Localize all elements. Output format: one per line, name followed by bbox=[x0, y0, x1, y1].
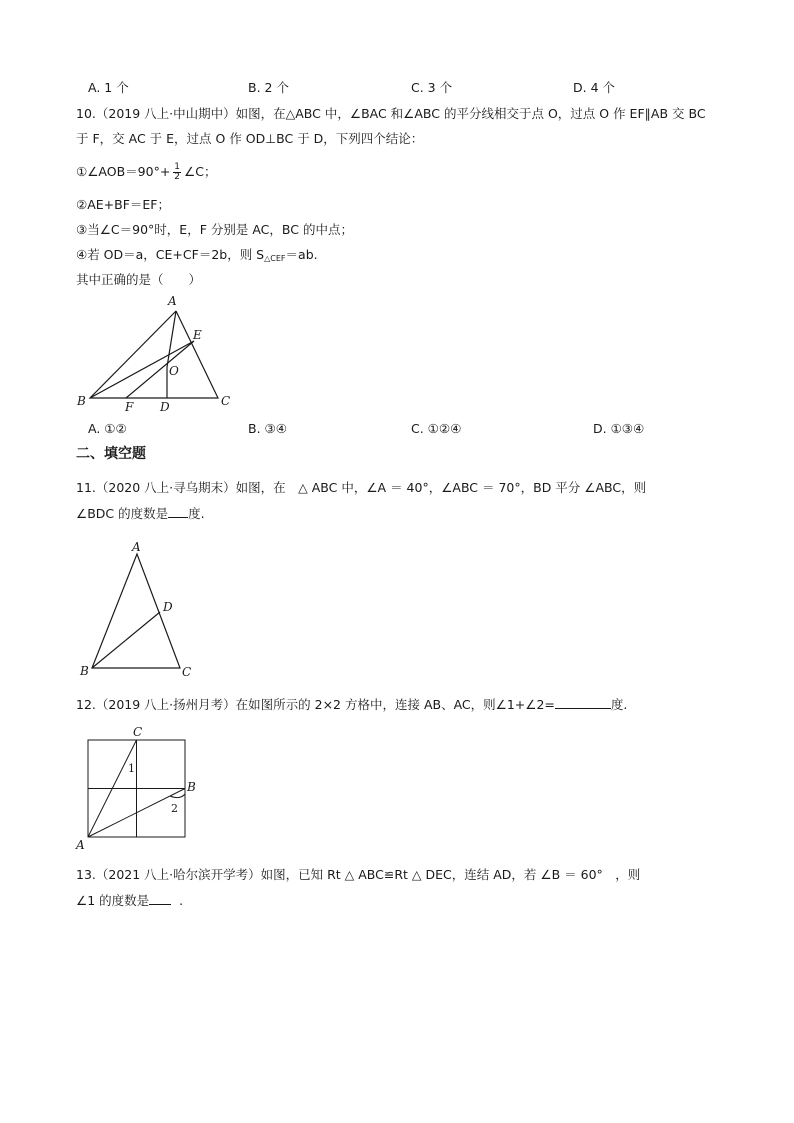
q10-label-e: E bbox=[193, 328, 202, 342]
q13-answer-blank[interactable] bbox=[149, 892, 171, 905]
q10-question-prompt: 其中正确的是（ ） bbox=[76, 272, 202, 287]
q10-label-o: O bbox=[169, 364, 179, 378]
q10-statement-2: ②AE+BF＝EF； bbox=[76, 197, 170, 212]
q11-label-b: B bbox=[80, 664, 89, 678]
section-heading-fill-in: 二、填空题 bbox=[76, 446, 146, 462]
q10-statement-4: ④若 OD＝a，CE+CF＝2b，则 $S_{\triangle CEF}=ab$. bbox=[76, 247, 318, 263]
q13-stem-line2: ∠1 的度数是 . bbox=[76, 893, 184, 908]
q9-option-c: C. 3 个 bbox=[411, 80, 453, 95]
q10-option-a: A. ①② bbox=[88, 421, 127, 436]
q10-stem-line1: 10.（2019 八上·中山期中）如图，在△ABC 中，∠BAC 和∠ABC 的平分线相交于点 O，过点 O 作 EF∥AB 交 BC bbox=[76, 106, 706, 121]
q11-label-a: A bbox=[132, 540, 141, 554]
q9-option-b: B. 2 个 bbox=[248, 80, 289, 95]
q12-angle-2-label: 2 bbox=[171, 802, 178, 815]
q11-label-c: C bbox=[182, 665, 192, 679]
q10-option-b: B. ③④ bbox=[248, 421, 287, 436]
fraction-half: $\frac{1}{2}$ bbox=[174, 162, 181, 182]
q10-statement-3: ③当∠C＝90°时，E，F 分别是 AC，BC 的中点； bbox=[76, 222, 353, 237]
q11-stem-line2: ∠BDC 的度数是 度. bbox=[76, 506, 205, 521]
q11-label-d: D bbox=[163, 600, 173, 614]
q13-stem-line1: 13.（2021 八上·哈尔滨开学考）如图，已知 Rt △ ABC≌Rt △ DEC，连结 AD，若 ∠B ＝ 60° ，则 bbox=[76, 867, 641, 882]
q10-label-f: F bbox=[125, 400, 134, 414]
q10-statement-1: ①∠AOB＝90°+ $\frac{1}{2}$ ∠C； bbox=[76, 162, 217, 182]
q11-stem-line1: 11.（2020 八上·寻乌期末）如图，在 △ ABC 中，∠A ＝ 40°，∠ABC ＝ 70°，BD 平分 ∠ABC，则 bbox=[76, 480, 647, 495]
q10-label-d: D bbox=[160, 400, 170, 414]
q10-label-c: C bbox=[221, 394, 231, 408]
q12-label-b: B bbox=[187, 780, 196, 794]
q10-option-d: D. ①③④ bbox=[593, 421, 645, 436]
q10-label-b: B bbox=[77, 394, 86, 408]
q9-option-d: D. 4 个 bbox=[573, 80, 615, 95]
q10-stem-line2: 于 F，交 AC 于 E，过点 O 作 OD⊥BC 于 D，下列四个结论： bbox=[76, 131, 424, 146]
q12-label-c: C bbox=[133, 725, 143, 739]
q12-angle-1-label: 1 bbox=[128, 762, 135, 775]
q12-stem: 12.（2019 八上·扬州月考）在如图所示的 2×2 方格中，连接 AB、AC，则∠1+∠2= 度. bbox=[76, 697, 628, 712]
q10-option-c: C. ①②④ bbox=[411, 421, 462, 436]
q10-label-a: A bbox=[168, 294, 177, 308]
q9-option-a: A. 1 个 bbox=[88, 80, 129, 95]
q12-label-a: A bbox=[76, 838, 85, 852]
